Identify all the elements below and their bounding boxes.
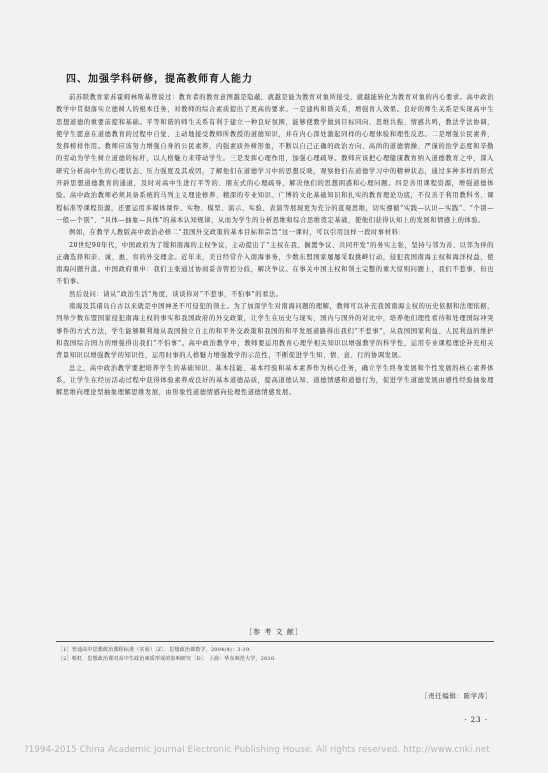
body-text — [56, 92, 494, 399]
paragraph: 前苏联教育家苏霍姆林斯基曾说过：教育者的教育意图越是隐蔽，就越是能为教育对象所接受，就越能转化为教育对象的内心要求。高中政治教学中贯彻落实立德树人的根本任务，对教师的综合素质提出了更高的要求。一是建构和谐关系，增强育人效果。良好的师生关系是实现高中生思想道德的重要前提和基础。平等和谐的师生关系有利于建立一种良好氛围，能够使教学做到目标同向、思维共振、情感共鸣，教法学法协调，使学生愿意在道德教育的过程中自觉、主动地接受教师所教授的道德知识，并在内心深处激起同样的心理体验和理性反思。二是增强公民素养，发挥榜样作用。教师应该努力增强自身的公民素养，内强素质外树形象，不断以自己正确的政治方向、高尚的道德情操、严谨的治学态度和辛勤的劳动为学生树立道德的标杆，以人格魅力来带动学生。三是发挥心理作用，加强心理疏导。教师应该把心理健康教育纳入道德教育之中，深入研究分析高中生的心理状态、压力强度及其成因，了解他们在道德学习中的思想反映，观察他们在道德学习中的精神状态，通过多种多样的形式开辟思想道德教育的通道，及时对高中生进行平等的、朋友式的心理疏导，解决他们的思想困惑和心理问题。四是善用课程资源，增强道德体验。高中政治教师必须具备系统的马列主义理论修养、精深的专业知识、广博的文化基础知识和扎实的教育理论功底，不仅善于利用教科书、课程标准等课程资源，还要运用多媒体课件、实物、模型、演示、实验、表演等展现更为充分的直观思维，切实遵循“实践—认识—实践”、“个别—一般—个别”、“具体—抽象—具体”的基本认知规律，从而为学生的分析思维和综合思维奠定基础，使他们获得认知上的发展和情感上的体验。 — [56, 94, 494, 224]
reference-item: ［1］普通高中思想政治课程标准（实验）［Z］．思想政治课教学，2004(4)：3-19. — [58, 647, 252, 653]
section-heading: 四、加强学科研修，提高教师育人能力 — [66, 74, 253, 85]
reference-item: ［2］蔡虹．思想政治课对高中生政治素质形成的影响研究［D］．上海：华东师范大学，2010. — [58, 656, 277, 662]
paragraph: 20世纪90年代，中国政府为了缓和南海的主权争议，主动提出了“主权在我、搁置争议、共同开发”的务实主张，坚持与邻为善、以邻为伴的正确选择和亲、诚、惠、容的外交理念。近年来，美日经常介入南海事务，少数东盟国家屡屡采取挑衅行动，侵犯我国南海主权和海洋权益，使南海问题升温。中国政府重申：我们主张通过协商妥善管控分歧，解决争议。在事关中国主权和领土完整的重大原则问题上，我们不惹事，但也不怕事。 — [56, 241, 494, 286]
references-title: ［参 考 文 献］ — [245, 628, 303, 636]
page-number: · 23 · — [464, 716, 488, 724]
paragraph: 例如，在教学人教版高中政治必修二“我国外交政策的基本目标和宗旨”这一课时，可以引用这样一段时事材料： — [69, 229, 406, 237]
paragraph: 南海及其诸岛自古以来就是中国神圣不可侵犯的领土。为了加深学生对南海问题的理解，教师可以补充我国南海主权的历史依据和法理依据，列举少数东盟国家侵犯南海主权的事实和我国政府的外交政策，让学生在历史与现实、国内与国外的对比中，培养他们理性看待和处理国际冲突事件的方式方法，学生能够顺利地从我国独立自主的和平外交政策和我国的和平发展道路得出我们“不惹事”，从我国国家利益、人民利益的维护和我国综合国力的增强得出我们“不怕事”。高中政治教学中，教师要运用教育心理学相关知识以增强教学的科学性，运用专业课程理论补充相关背景知识以增强教学的知识性，运用时事的人格魅力增强教学的示范性，不断促进学生知、情、意、行的协调发展。 — [56, 303, 494, 360]
references-divider — [56, 641, 494, 642]
responsible-editor: ［责任编辑：陈学涛］ — [421, 692, 492, 700]
copyright-footer: ?1994-2015 China Academic Journal Electronic Publishing House. All rights reserved. http://www.cnki.net — [24, 745, 490, 755]
references-list — [58, 646, 494, 664]
paragraph: 然后设问：请从“政治生活”角度，谈谈你对“不惹事，不怕事”的看法。 — [69, 290, 283, 298]
paragraph: 总之，高中政治教学要把培养学生的基础知识、基本技能、基本经验和基本素养作为核心任务，确立学生终身发展和个性发展的核心素养体系，让学生在经历活动过程中获得体验素养成良好的基本道德品质，提高道德认知、道德情感和道德行为，促进学生道德发展由感性经验抽象理解思维向理论型抽象理解思维发展，由形象性道德情感向伦理性道德情感发展。 — [56, 364, 494, 397]
